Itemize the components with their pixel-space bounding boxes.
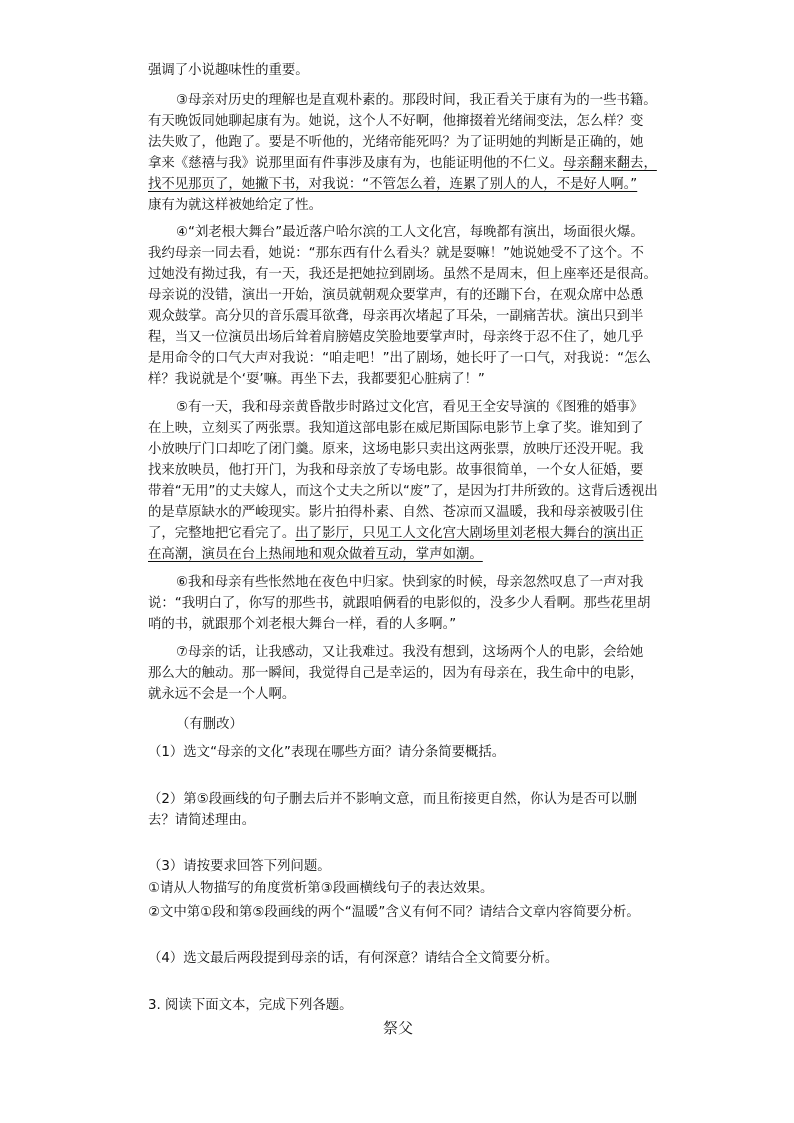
paragraph-5-line: 带着“无用”的丈夫嫁人，而这个丈夫之所以“废”了，是因为打井所致的。这背后透视出 bbox=[148, 484, 658, 499]
question-3-sub-1: ①请从人物描写的角度赏析第③段画横线句子的表达效果。 bbox=[148, 881, 494, 896]
paragraph-5-line: 的是草原缺水的严峻现实。影片拍得朴素、自然、苍凉而又温暖，我和母亲被吸引住 bbox=[148, 505, 644, 520]
paragraph-5-line bbox=[148, 525, 643, 543]
paragraph-3-line: 有天晚饭同她聊起康有为。她说，这个人不好啊，他撺掇着光绪闹变法，怎么样？变 bbox=[148, 114, 644, 129]
section-title: 祭父 bbox=[383, 1019, 414, 1037]
question-4: （4）选文最后两段提到母亲的话，有何深意？请结合全文简要分析。 bbox=[148, 951, 559, 966]
section-instruction: 3. 阅读下面文本，完成下列各题。 bbox=[148, 998, 353, 1013]
revision-note: （有删改） bbox=[176, 717, 243, 732]
question-2: （2）第⑤段画线的句子删去后并不影响文意，而且衔接更自然，你认为是否可以删 bbox=[148, 792, 638, 807]
paragraph-5-line: 找来放映员，他打开门，为我和母亲放了专场电影。故事很简单，一个女人征婚，要 bbox=[148, 463, 644, 478]
paragraph-4-line: 程，当又一位演员出场后耸着肩膀嬉皮笑脸地要掌声时，母亲终于忍不住了，她几乎 bbox=[148, 330, 644, 345]
underlined-sentence: 母亲翻来翻去， bbox=[563, 156, 657, 171]
paragraph-4-line: 观众鼓掌。高分贝的音乐震耳欲聋，母亲再次堵起了耳朵，一副痛苦状。演出只到半 bbox=[148, 309, 644, 324]
paragraph-7-line: ⑦母亲的话，让我感动，又让我难过。我没有想到，这场两个人的电影，会给她 bbox=[176, 645, 644, 660]
paragraph-5-line: ⑤有一天，我和母亲黄昏散步时路过文化宫，看见王全安导演的《图雅的婚事》 bbox=[176, 400, 644, 415]
paragraph-3-line: 康有为就这样被她给定了性。 bbox=[148, 198, 323, 213]
plain-text: 拿来《慈禧与我》说那里面有件事涉及康有为，也能证明他的不仁义。 bbox=[148, 156, 564, 171]
paragraph-4-line: 样？我说就是个‘耍’嘛。再坐下去，我都要犯心脏病了！” bbox=[148, 372, 485, 387]
plain-text: 了，完整地把它看完了。 bbox=[148, 526, 296, 541]
paragraph-4-line: 我约母亲一同去看，她说：“那东西有什么看头？就是耍嘛！”她说她受不了这个。不 bbox=[148, 246, 644, 261]
paragraph-7-line: 那么大的触动。那一瞬间，我觉得自己是幸运的，因为有母亲在，我生命中的电影， bbox=[148, 666, 644, 681]
paragraph-4-line: 是用命令的口气大声对我说：“咱走吧！”出了剧场，她长吁了一口气，对我说：“怎么 bbox=[148, 351, 651, 366]
underlined-sentence: 出了影厅，只见工人文化宫大剧场里刘老根大舞台的演出正 bbox=[295, 526, 644, 541]
paragraph-3-line: ③母亲对历史的理解也是直观朴素的。那段时间，我正看关于康有为的一些书籍。 bbox=[176, 93, 657, 108]
paragraph-6-line: 哨的书，就跟那个刘老根大舞台一样，看的人多啊。” bbox=[148, 617, 457, 632]
question-3-sub-2: ②文中第①段和第⑤段画线的两个“温暖”含义有何不同？请结合文章内容简要分析。 bbox=[148, 905, 640, 920]
question-2: 去？请简述理由。 bbox=[148, 813, 256, 828]
paragraph-4-line: 过她没有拗过我，有一天，我还是把她拉到剧场。虽然不是周末，但上座率还是很高。 bbox=[148, 267, 657, 282]
paragraph-text: 强调了小说趣味性的重要。 bbox=[148, 63, 309, 78]
paragraph-4-line: ④“刘老根大舞台”最近落户哈尔滨的工人文化宫，每晚都有演出，场面很火爆。 bbox=[176, 225, 644, 240]
paragraph-3-line: 法失败了，他跑了。要是不听他的，光绪帝能死吗？为了证明她的判断是正确的，她 bbox=[148, 135, 644, 150]
paragraph-6-line: 说：“我明白了，你写的那些书，就跟咱俩看的电影似的，没多少人看啊。那些花里胡 bbox=[148, 596, 651, 611]
paragraph-5-line: 小放映厅门口却吃了闭门羹。原来，这场电影只卖出这两张票，放映厅还没开呢。我 bbox=[148, 442, 644, 457]
underlined-sentence: 找不见那页了，她撇下书，对我说：“不管怎么着，连累了别人的人，不是好人啊。” bbox=[148, 177, 638, 192]
paragraph-5-line: 在上映，立刻买了两张票。我知道这部电影在威尼斯国际电影节上拿了奖。谁知到了 bbox=[148, 421, 644, 436]
paragraph-6-line: ⑥我和母亲有些怅然地在夜色中归家。快到家的时候，母亲忽然叹息了一声对我 bbox=[176, 575, 644, 590]
paragraph-4-line: 母亲说的没错，演出一开始，演员就朝观众要掌声，有的还蹦下台，在观众席中怂恿 bbox=[148, 288, 644, 303]
question-3: （3）请按要求回答下列问题。 bbox=[148, 859, 331, 874]
paragraph-7-line: 就永远不会是一个人啊。 bbox=[148, 687, 296, 702]
paragraph-3-line bbox=[148, 155, 657, 173]
underlined-sentence: 在高潮，演员在台上热闹地和观众做着互动，掌声如潮。 bbox=[148, 547, 483, 562]
question-1: （1）选文“母亲的文化”表现在哪些方面？请分条简要概括。 bbox=[148, 745, 506, 760]
